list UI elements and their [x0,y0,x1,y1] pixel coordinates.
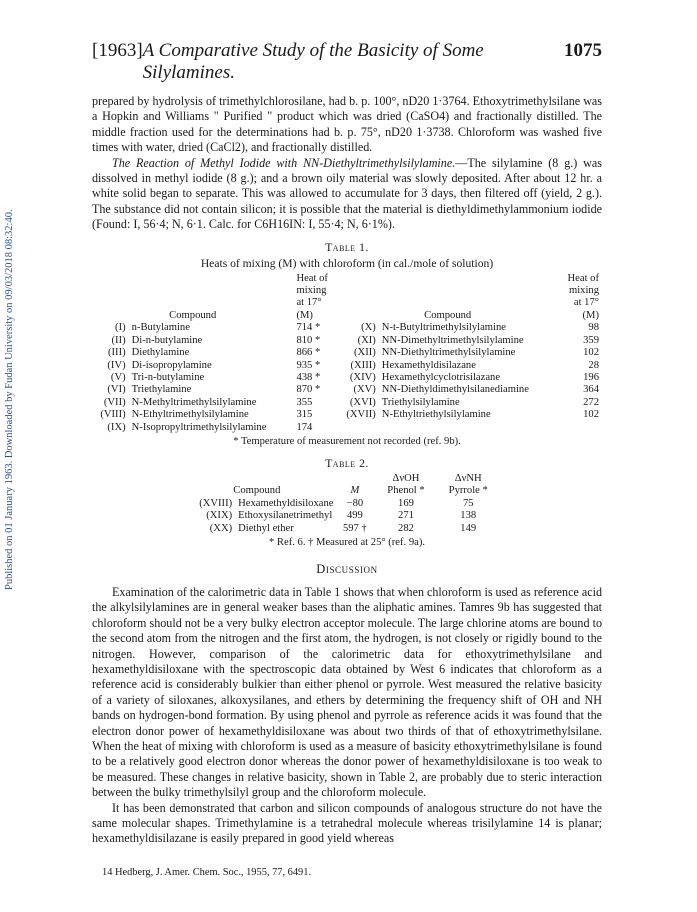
compound-name: N-Methyltrimethylsilylamine [131,396,257,408]
table2-col-nh-top: ΔνNH [454,472,482,484]
page-number: 1075 [564,40,602,61]
table2-body [196,498,498,535]
compound-id [337,422,378,434]
m-value: 499 [346,510,363,522]
table2-col-oh-label: Phenol * [387,485,425,497]
table-row [196,498,498,510]
table1-caption: Heats of mixing (M) with chloroform (in cal./mole of solution) [200,256,494,270]
oh-value: 271 [398,510,414,522]
discussion-paragraph-2: It has been demonstrated that carbon and silicon compounds of analogous structure do not have the same molecular shapes. Trimethylamine is a tetrahedral molecule whereas trisilylamine 14 is planar; hexamethyldisilazane is easily prepared in good yield whereas [92,800,602,846]
compound-id: (XII) [354,347,376,359]
table1-col-compound-right: Compound [424,309,472,321]
table2-label: Table 2. [325,456,369,470]
heat-value: 315 [296,409,313,421]
compound-name: Hexamethyldisiloxane [238,497,334,509]
heat-value: 438 * [296,371,321,383]
compound-name: N-Isopropyltrimethylsilylamine [131,421,267,433]
compound-id: (XIX) [206,510,233,522]
compound-name: N-Ethyltrimethylsilylamine [131,409,249,421]
heat-value: 196 [583,371,599,383]
table2-col-m-label: M [350,485,360,497]
heat-value: 359 [583,334,599,346]
table-row [92,409,602,421]
table-row [92,347,602,359]
table2-col-oh [373,473,438,498]
compound-name: NN-Dimethyltrimethylsilylamine [381,334,524,346]
table1 [92,273,602,434]
compound-name: Diethyl ether [238,522,294,534]
table1-body [92,322,602,434]
compound-name: Hexamethylcyclotrisilazane [381,371,501,383]
table-row [92,384,602,396]
compound-id: (XI) [357,334,376,346]
table1-footnote: * Temperature of measurement not recorded (ref. 9b). [233,435,461,447]
compound-id: (IV) [107,359,126,371]
table-row [196,510,498,522]
compound-id: (II) [111,334,126,346]
heat-value: 102 [583,409,599,421]
heat-value: 272 [583,396,599,408]
compound-id: (XIV) [349,371,376,383]
table2 [196,473,498,535]
compound-id: (XVI) [349,396,376,408]
table1-label: Table 1. [325,240,369,254]
footnote-reference: 14 Hedberg, J. Amer. Chem. Soc., 1955, 77, 6491. [102,866,312,878]
compound-id: (VII) [103,396,126,408]
table1-heat-l3: at 17° [296,297,322,309]
table1-col-heat-right [558,273,602,323]
heat-value: 810 * [296,334,321,346]
running-header [92,40,602,84]
table1-heat-r2: mixing [568,285,599,297]
compound-name: N-t-Butyltrimethylsilylamine [381,322,506,334]
table1-heat-r3: at 17° [573,297,599,309]
table1-heat-l4: (M) [296,309,313,321]
nh-value: 75 [462,497,474,509]
table-row [196,523,498,535]
table2-col-oh-top: ΔνOH [392,472,420,484]
download-notice: Published on 01 January 1963. Downloaded by Fudan University on 09/03/2018 08:32:40. [4,209,15,591]
discussion-title: Discussion [316,561,378,576]
page-content [92,40,602,878]
compound-id: (IX) [107,421,126,433]
compound-id: (I) [115,322,126,334]
nh-value: 138 [460,510,477,522]
compound-name: Di-n-butylamine [131,334,203,346]
compound-id: (XVII) [346,409,376,421]
table2-col-nh-label: Pyrrole * [448,485,488,497]
compound-name: Hexamethyldisilazane [381,359,476,371]
table2-footnote: * Ref. 6. † Measured at 25° (ref. 9a). [268,536,426,548]
heat-value: 870 * [296,384,321,396]
compound-name: NN-Diethyltrimethylsilylamine [381,347,516,359]
heat-value: 364 [583,384,599,396]
heat-value: 28 [588,359,599,371]
reaction-paragraph [92,156,602,233]
compound-id: (VIII) [100,409,126,421]
table1-heat-r4: (M) [582,309,599,321]
compound-id: (XVIII) [199,497,233,509]
table1-col-heat-left [293,273,337,323]
table1-heat-l2: mixing [296,285,327,297]
heat-value: 102 [583,347,599,359]
intro-paragraph: prepared by hydrolysis of trimethylchlorosilane, had b. p. 100°, nD20 1·3764. Ethoxytrimethylsilane was a Hopkin and Williams " Purified " product which was dried (CaSO4) and fractionally distilled. The middle fraction used for the determinations had b. p. 75°, nD20 1·3738. Chloroform was washed five times with water, dried (CaCl2), and fractionally distilled. [92,94,602,155]
table-row [92,397,602,409]
compound-name: Diethylamine [131,347,190,359]
compound-name: Triethylamine [131,384,192,396]
reaction-text: —The silylamine (8 g.) was dissolved in methyl iodide (8 g.); and a brown oily material was slowly deposited. After about 12 hr. a white solid began to separate. This was allowed to accumulate for 3 days, then filtered off (yield, 2 g.). The substance did not contain silicon; it is possible that the material is diethyldimethylammonium iodide (Found: I, 56·4; N, 6·1. Calc. for C6H16IN: I, 55·4; N, 6·1%). [92,155,602,232]
oh-value: 282 [398,522,414,534]
oh-value: 169 [398,497,414,509]
heat-value: 355 [296,396,313,408]
compound-name: Tri-n-butylamine [131,371,205,383]
compound-name: Triethylsilylamine [381,396,460,408]
table1-col-compound-left: Compound [169,309,217,321]
table-row [92,422,602,434]
nh-value: 149 [460,522,477,534]
heat-value: 714 * [296,322,321,334]
heat-value: 866 * [296,347,321,359]
heat-value: 935 * [296,359,321,371]
heat-value: 174 [296,421,313,433]
table-row [92,322,602,334]
heat-value [558,422,602,434]
table-row [92,372,602,384]
m-value: −80 [346,497,364,509]
heat-value: 98 [588,322,599,334]
header-year: [1963] [92,40,143,61]
compound-name: NN-Diethyldimethylsilanediamine [381,384,529,396]
compound-name: Ethoxysilanetrimethyl [238,510,333,522]
reaction-heading: The Reaction of Methyl Iodide with NN-Diethyltrimethylsilylamine. [112,155,456,170]
table-row [92,335,602,347]
discussion-paragraph-1: Examination of the calorimetric data in Table 1 shows that when chloroform is used as reference acid the alkylsilylamines are in general weaker bases than the aliphatic amines. Tamres 9b has suggested that chloroform should not be a very bulky electron acceptor molecule. The large chlorine atoms are bound to the second atom from the nitrogen and the first atom, the hydrogen, is not closely or rigidly bound to the nitrogen. However, comparison of the calorimetric data for ethoxytrimethylsilane and hexamethyldisiloxane with the spectroscopic data obtained by West 6 indicates that chloroform as a reference acid is considerably bulkier than either phenol or pyrrole. West measured the relative basicity of a variety of siloxanes, alkoxysilanes, and ethers by determining the frequency shift of OH and NH bands on hydrogen-bond formation. By using phenol and pyrrole as reference acids it was found that the electron donor power of hexamethyldisiloxane was about two thirds of that of ethoxytrimethylsilane. When the heat of mixing with chloroform is used as a measure of basicity ethoxytrimethylsilane is found to be a relatively good electron donor whereas the donor power of hexamethyldisiloxane is too weak to be measured. These changes in relative basicity, shown in Table 2, are probably due to steric interaction between the bulky trimethylsilyl group and the chloroform molecule. [92,584,602,800]
compound-id: (III) [108,347,126,359]
compound-name: n-Butylamine [131,322,190,334]
compound-id: (XV) [353,384,376,396]
compound-name: N-Ethyltriethylsilylamine [381,409,491,421]
table2-col-nh [439,473,498,498]
table1-heat-l1: Heat of [296,272,328,284]
compound-id: (VI) [107,384,126,396]
table2-col-m [336,473,373,498]
table2-col-compound: Compound [233,485,281,497]
compound-id: (V) [110,371,126,383]
m-value: 597 † [342,522,367,534]
compound-id: (X) [361,322,376,334]
compound-name: Di-isopropylamine [131,359,212,371]
compound-id: (XX) [209,522,233,534]
table-row [92,360,602,372]
table1-heat-r1: Heat of [567,272,599,284]
compound-id: (XIII) [350,359,376,371]
compound-name [379,422,558,434]
header-title: A Comparative Study of the Basicity of Some Silylamines. [142,40,484,83]
